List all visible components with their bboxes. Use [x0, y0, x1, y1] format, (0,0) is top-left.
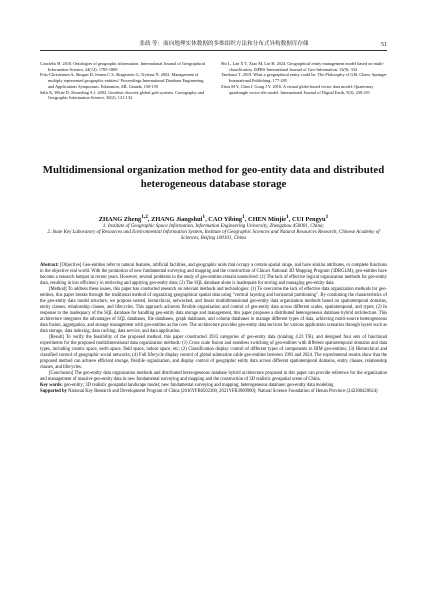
reference-item: Couclelis H. 2010. Ontologies of geographic information. International Journal of Geographical Information Science, 24(12): 1785-1809 [40, 61, 206, 72]
reference-item: Tambassi T. 2019. What a geographical entity could be. The Philosophy of GIS. Cham: Springer International Publishing: 177-205 [221, 72, 387, 84]
keywords-text: geo-entity; 3D realistic geospatial landscape model; new fundamental surveying and mapping; heterogeneous database; geo-entity data modeling [64, 383, 334, 389]
funding-line [40, 389, 387, 395]
reference-list [40, 61, 387, 141]
author-name: CHEN Minjie [247, 216, 287, 224]
affiliation-line: 2. State Key Laboratory of Resources and Environmental Information System, Institute of Geographic Sciences and Natural Resources Research, Chinese Academy of Sciences, Beijing 100101, China [47, 230, 380, 242]
abstract-paragraph [40, 263, 387, 287]
abstract-block [40, 263, 387, 395]
page-number: 51 [380, 41, 387, 48]
running-header [40, 40, 387, 51]
author-affiliation-mark: 1 [325, 214, 329, 220]
reference-column-left [40, 61, 206, 101]
funding-text: National Key Research and Development Program of China (2016YFB0502300, 2021YFB3900900); Natural Science Foundation of Henan Province (242300420624) [68, 389, 378, 395]
affiliation-line: 1. Institute of Geographic Space Information, Information Engineering University, Zhengzhou 450001, China; [102, 224, 325, 229]
affiliations [40, 224, 387, 243]
running-title: 张政 等：面向地理实体数据的多维组织方法和分布式异构数据库存储 [139, 41, 309, 47]
reference-item: Shi L, Lan X T, Xiao M, Lin H. 2024. Geographical entity management model based on multi-classification. ISPRS International Journal of Geo-Information, 13(9): 334 [221, 61, 384, 72]
author-affiliation-mark: 1 [242, 214, 245, 220]
reference-item: Salir K, White D, Kimerling A J. 2003. Geodesic discrete global grid systems. Cartography and Geographic Information Science, 30(2): 121-134 [40, 89, 205, 101]
reference-column-right [221, 61, 387, 95]
author-affiliation-mark: 1 [286, 214, 289, 220]
author-affiliation-mark: 1,2 [141, 214, 148, 220]
author-name: ZHANG Zheng [98, 216, 142, 224]
abstract-objective: [Objective] Geo-entities refer to natural features, artificial facilities, and geographic units that occupy a certain spatial range, and have similar attributes, or complete functions in the objective real world. With the promotion of new fundamental surveying and mapping and the construction of China's National 3D Mapping Program (3DRGLM), geo-entities have become a research hotspot in recent years. However, several problems in the study of geo-entities remain unresolved: (1) The lack of effective logical organization methods for geo-entity data, resulting in low efficiency in retrieving and applying geo-entity data; (2) The SQL database alone is inadequate for storing and managing geo-entity data. [40, 263, 387, 287]
author-name: CAO Yibing [208, 216, 243, 224]
abstract-result: [Result] To verify the feasibility of the proposed method, this paper constructed 3933 categories of geo-entity data (totaling 4.23 TB), and designed four sets of functional experiments for the proposed multidimensional data organization methods: (1) Cross scale fusion and seamless switching of geo-entities with different spatiotemporal domains and data types, including cosmic space, earth space, field space, indoor space, etc; (2) Classification display control of different types of components in BIM geo-entities; (3) Hierarchical and classified control of geographic social networks; (4) Full lifecycle display control of global submarine cable geo-entities between 1993 and 2024. The experimental results show that the proposed method can achieve efficient storage, flexible organization, and display control of geographic entity data across different spatiotemporal domains, entity classes, relationship classes, and lifecycles. [40, 335, 387, 371]
funding-label: Supported by [40, 389, 67, 395]
abstract-label: Abstract: [40, 263, 59, 268]
author-affiliation-mark: 1 [202, 214, 206, 220]
keywords-label: Key words: [40, 383, 63, 389]
reference-item: Frits-Christensen A, Skogan D, Jensen C S, Skagestein G, Tryfona N. 2002. Management of multiply represented geographic entities// Proceedings International Database Engineering and Applications Symposium. Edmonton, AB, Canada. 150-159 [40, 72, 204, 89]
author-name: CUI Pengyu [292, 216, 326, 224]
abstract-method: [Method] To address these issues, this paper has conducted research on relevant methods and technologies: (1) To overcome the lack of effective data organization methods for geo-entities, this paper breaks through the traditional method of organizing geographical spatial data using "vertical layering and horizontal partitioning". By combining the characteristics of the geo-entity data model structure, we propose nested, hierarchical, networked, and linear multidimensional geo-entity data organization methods based on spatiotemporal domains, entity classes, relationship classes, and lifecycles. This approach achieves flexible organization and control of geo-entity data across different scales, spatiotemporal, and types; (2) In response to the inadequacy of the SQL database for handling geo-entity data storage and management, this paper proposes a distributed heterogeneous database hybrid architecture. This architecture integrates the advantages of SQL databases, file databases, graph databases, and column databases to manage different types of data, achieving multi-source heterogeneous data fusion, aggregation, and storage management with geo-entities as the core. The architecture provides geo-entity data services for various application scenarios through layers such as data storage, data indexing, data caching, data service, and data application. [40, 287, 387, 335]
paper-title: Multidimensional organization method for geo-entity data and distributed heterogeneous database storage [42, 164, 385, 190]
reference-item: Zhou M Y, Chen J, Gong J Y. 2016. A virtual globe-based vector data model: Quaternary quadrangle vector tile model. International Journal of Digital Earth, 9(3): 230-251 [221, 83, 374, 95]
author-name: ZHANG Jiangshui [151, 216, 203, 224]
abstract-conclusion: [Conclusion] The geo-entity data organization methods and distributed heterogeneous database hybrid architecture proposed in this paper can provide reference for the organization and management of massive geo-entity data in new fundamental surveying and mapping and the construction of 3D realistic geospatial scene of China. [40, 371, 387, 383]
author-list: ZHANG Zheng$^{1,2}$, ZHANG Jiangshui$^1$, CAO Yibing$^1$, CHEN Minjie$^1$, CUI Pengyu$^1$ [98, 214, 329, 224]
